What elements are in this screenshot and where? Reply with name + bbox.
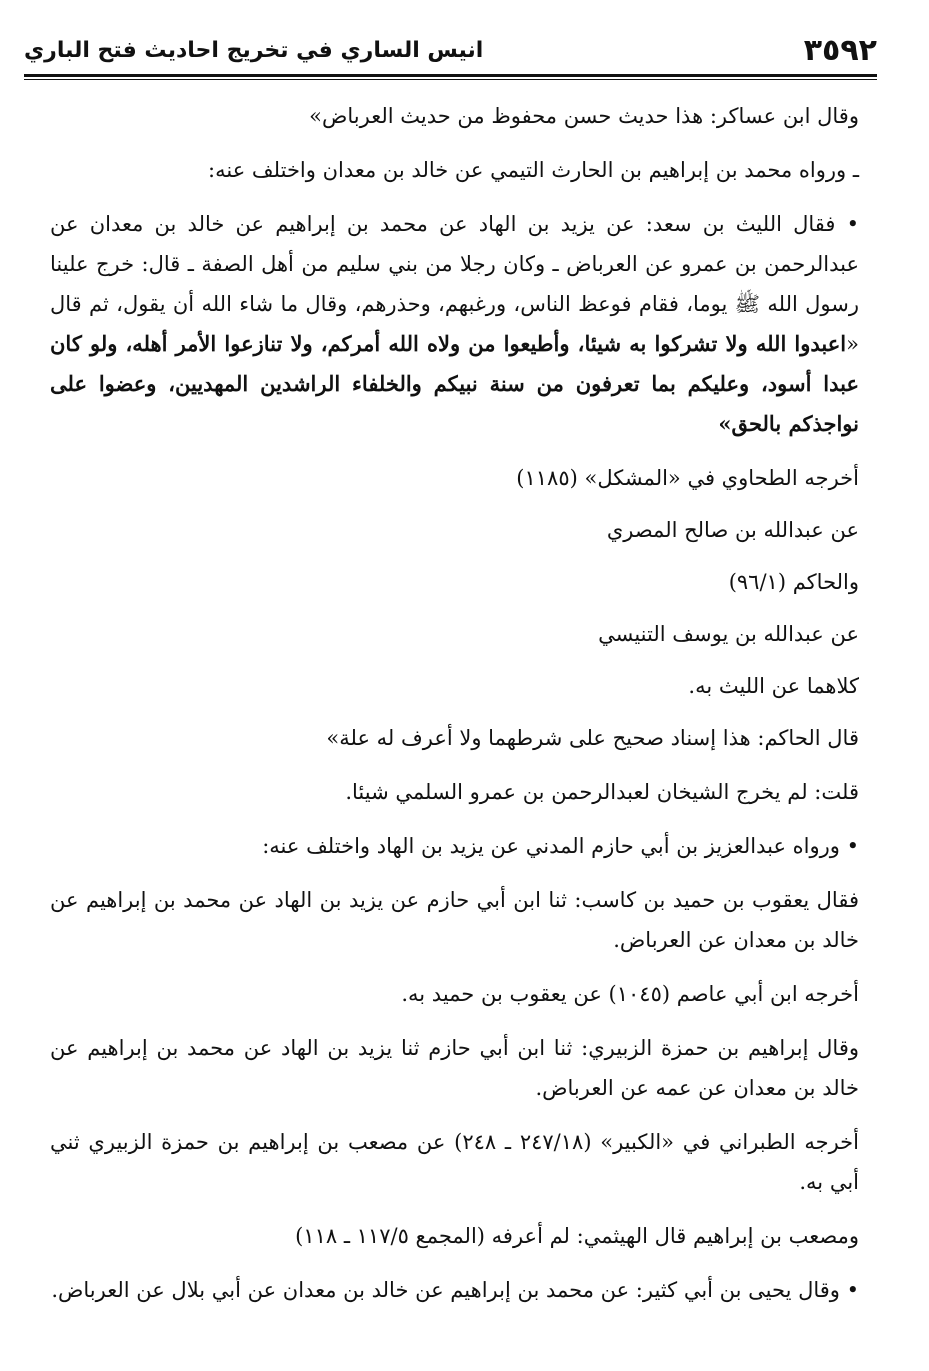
paragraph: قلت: لم يخرج الشيخان لعبدالرحمن بن عمرو السلمي شيئا. [345,780,859,804]
page-header [24,28,877,72]
paragraph: ـ ورواه محمد بن إبراهيم بن الحارث التيمي عن خالد بن معدان واختلف عنه: [208,158,859,182]
paragraph: كلاهما عن الليث به. [688,674,859,698]
page-body [50,96,859,1331]
paragraph: فقال يعقوب بن حميد بن كاسب: ثنا ابن أبي حازم عن يزيد بن الهاد عن محمد بن إبراهيم عن خالد بن معدان عن العرباض. [50,888,859,952]
running-title: انيس الساري في تخريج احاديث فتح الباري [24,37,484,63]
paragraph: عن عبدالله بن يوسف التنيسي [598,622,859,646]
paragraph: عن عبدالله بن صالح المصري [606,518,859,542]
paragraph: وقال ابن عساكر: هذا حديث حسن محفوظ من حديث العرباض» [309,104,859,128]
header-rule [24,74,877,80]
paragraph: وقال إبراهيم بن حمزة الزبيري: ثنا ابن أبي حازم ثنا يزيد بن الهاد عن محمد بن إبراهيم عن خالد بن معدان عن عمه عن العرباض. [50,1036,859,1100]
paragraph: أخرجه الطبراني في «الكبير» (٢٤٧/١٨ ـ ٢٤٨) عن مصعب بن إبراهيم بن حمزة الزبيري ثني أبي به. [50,1130,859,1194]
page-number: ٣٥٩٢ [803,32,877,68]
paragraph: قال الحاكم: هذا إسناد صحيح على شرطهما ولا أعرف له علة» [326,726,859,750]
paragraph-lead: • فقال الليث بن سعد: عن يزيد بن الهاد عن محمد بن إبراهيم عن خالد بن معدان عن عبدالرحمن بن عمرو عن العرباض ـ وكان رجلا من بني سليم من أهل الصفة ـ قال: خرج علينا رسول الله ﷺ يوما، فقام فوعظ الناس، ورغبهم، وحذرهم، وقال ما شاء الله أن يقول، ثم قال « [50,212,859,356]
paragraph: أخرجه الطحاوي في «المشكل» (١١٨٥) [516,466,859,490]
paragraph-hadith [50,204,859,444]
paragraph: • وقال يحيى بن أبي كثير: عن محمد بن إبراهيم عن خالد بن معدان عن أبي بلال عن العرباض. [51,1278,859,1302]
paragraph: أخرجه ابن أبي عاصم (١٠٤٥) عن يعقوب بن حميد به. [401,982,859,1006]
paragraph: والحاكم (٩٦/١) [728,570,859,594]
paragraph: • ورواه عبدالعزيز بن أبي حازم المدني عن يزيد بن الهاد واختلف عنه: [262,834,859,858]
paragraph: ومصعب بن إبراهيم قال الهيثمي: لم أعرفه (المجمع ١١٧/٥ ـ ١١٨) [295,1224,859,1248]
hadith-text: اعبدوا الله ولا تشركوا به شيئا، وأطيعوا من ولاه الله أمركم، ولا تنازعوا الأمر أهله، ولو كان عبدا أسود، وعليكم بما تعرفون من سنة نبيكم والخلفاء الراشدين المهديين، وعضوا على نواجذكم بالحق» [50,331,859,436]
